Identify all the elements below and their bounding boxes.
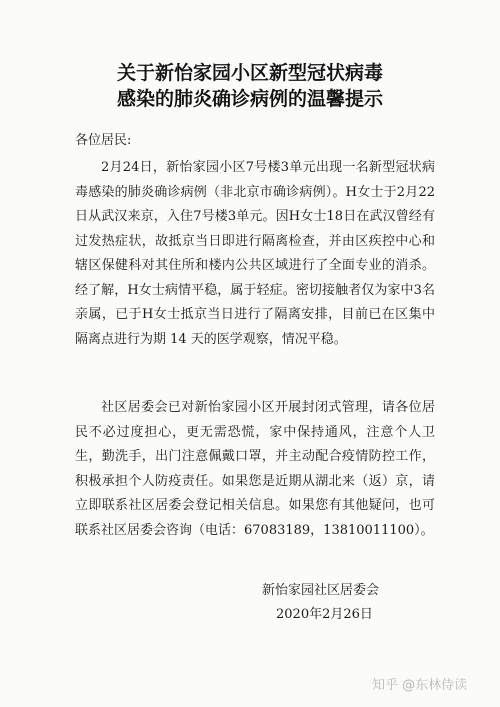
paragraph-community-notice: 社区居委会已对新怡家园小区开展封闭式管理，请各位居民不必过度担心，更无需恐慌，家中保持通风，注意个人卫生，勤洗手，出门注意佩戴口罩，并主动配合疫情防控工作，积极承担个人防疫责任。如果您是近期从湖北来（返）京，请立即联系社区居委会登记相关信息。如果您有其他疑问，也可联系社区居委会咨询（电话：67083189，13810011100）。 (75, 400, 435, 538)
paragraph-case-details: 2月24日，新怡家园小区7号楼3单元出现一名新型冠状病毒感染的肺炎确诊病例（非北京市确诊病例）。H女士于2月22日从武汉来京，入住7号楼3单元。因H女士18日在武汉曾经有过发热症状，故抵京当日即进行隔离检查，并由区疾控中心和辖区保健科对其住所和楼内公共区域进行了全面专业的消杀。经了解，H女士病情平稳，属于轻症。密切接触者仅为家中3名亲属，已于H女士抵京当日进行了隔离安排，目前已在区集中隔离点进行为期 14 天的医学观察，情况平稳。 (75, 160, 435, 347)
issue-date: 2020年2月26日 (276, 607, 373, 622)
signature: 新怡家园社区居委会 (262, 583, 380, 598)
title-line-1: 关于新怡家园小区新型冠状病毒 (116, 62, 383, 84)
zhihu-watermark: 知乎 @东林侍读 (372, 678, 468, 693)
salutation: 各位居民: (75, 133, 132, 148)
title-line-2: 感染的肺炎确诊病例的温馨提示 (116, 88, 383, 110)
